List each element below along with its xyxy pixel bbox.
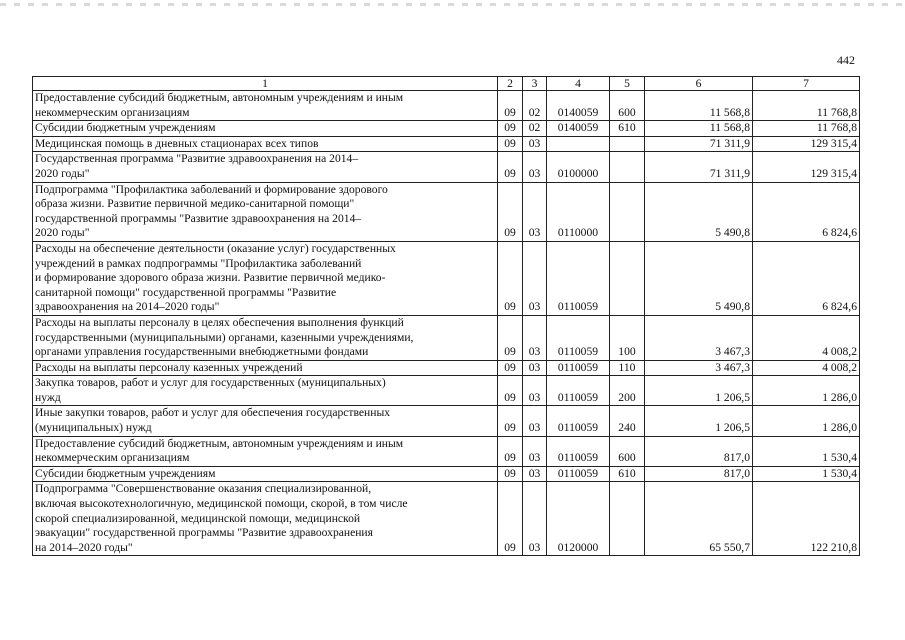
item-name-line: Подпрограмма "Профилактика заболеваний и формирование здорового (35, 182, 388, 196)
table-row (33, 136, 860, 152)
item-name-cell (33, 466, 498, 482)
subsection-code-cell: 03 (523, 182, 547, 241)
expense-type-code-cell (610, 136, 645, 152)
subsection-code-cell: 03 (523, 376, 547, 406)
expense-type-code-cell: 240 (610, 406, 645, 436)
amount-col6-cell: 5 490,8 (645, 182, 753, 241)
target-item-code-cell: 0140059 (547, 91, 610, 121)
table-row (33, 376, 860, 406)
target-item-code-cell: 0110059 (547, 466, 610, 482)
expense-type-code-cell: 610 (610, 466, 645, 482)
item-name-line: на 2014–2020 годы" (35, 540, 133, 554)
item-name-line: Подпрограмма "Совершенствование оказания специализированной, (35, 482, 372, 496)
item-name-line: здравоохранения на 2014–2020 годы" (35, 300, 220, 314)
amount-col6-cell: 817,0 (645, 466, 753, 482)
column-header-3: 3 (523, 77, 547, 91)
section-code-cell: 09 (498, 466, 523, 482)
item-name-line: государственной программы "Развитие здравоохранения на 2014– (35, 211, 362, 225)
section-code-cell: 09 (498, 91, 523, 121)
item-name-cell (33, 315, 498, 360)
amount-col6-cell: 65 550,7 (645, 482, 753, 556)
item-name-line: Субсидии бюджетным учреждениям (35, 466, 216, 480)
table-row (33, 436, 860, 466)
item-name-cell (33, 482, 498, 556)
item-name-line: Иные закупки товаров, работ и услуг для обеспечения государственных (35, 406, 391, 420)
target-item-code-cell: 0120000 (547, 482, 610, 556)
subsection-code-cell: 03 (523, 152, 547, 182)
item-name-cell (33, 91, 498, 121)
item-name-line: санитарной помощи" государственной программы "Развитие (35, 285, 337, 299)
item-name-cell (33, 182, 498, 241)
expense-type-code-cell (610, 482, 645, 556)
table-body (33, 91, 860, 556)
section-code-cell: 09 (498, 241, 523, 315)
amount-col6-cell: 3 467,3 (645, 360, 753, 376)
section-code-cell: 09 (498, 406, 523, 436)
section-code-cell: 09 (498, 482, 523, 556)
item-name-line: Субсидии бюджетным учреждениям (35, 121, 216, 135)
item-name-line: Государственная программа "Развитие здравоохранения на 2014– (35, 152, 359, 166)
item-name-line: Предоставление субсидий бюджетным, автономным учреждениям и иным (35, 91, 404, 104)
item-name-line: эвакуации" государственной программы "Развитие здравоохранения (35, 526, 373, 540)
amount-col7-cell: 122 210,8 (753, 482, 860, 556)
amount-col7-cell: 1 286,0 (753, 376, 860, 406)
amount-col7-cell: 6 824,6 (753, 241, 860, 315)
table-row (33, 360, 860, 376)
subsection-code-cell: 03 (523, 406, 547, 436)
page-number: 442 (837, 53, 855, 67)
item-name-line: (муниципальных) нужд (35, 421, 152, 435)
item-name-cell (33, 406, 498, 436)
amount-col7-cell: 11 768,8 (753, 121, 860, 137)
subsection-code-cell: 02 (523, 121, 547, 137)
item-name-line: 2020 годы" (35, 226, 90, 240)
item-name-cell (33, 241, 498, 315)
expense-type-code-cell: 600 (610, 436, 645, 466)
subsection-code-cell: 02 (523, 91, 547, 121)
item-name-line: некоммерческим организациям (35, 451, 190, 465)
item-name-line: образа жизни. Развитие первичной медико-санитарной помощи" (35, 197, 355, 211)
section-code-cell: 09 (498, 360, 523, 376)
subsection-code-cell: 03 (523, 241, 547, 315)
section-code-cell: 09 (498, 315, 523, 360)
amount-col7-cell: 4 008,2 (753, 360, 860, 376)
item-name-cell (33, 136, 498, 152)
item-name-line: Медицинская помощь в дневных стационарах всех типов (35, 136, 319, 150)
amount-col6-cell: 3 467,3 (645, 315, 753, 360)
table-row (33, 315, 860, 360)
item-name-line: Закупка товаров, работ и услуг для государственных (муниципальных) (35, 376, 386, 390)
target-item-code-cell: 0110059 (547, 406, 610, 436)
amount-col7-cell: 6 824,6 (753, 182, 860, 241)
amount-col7-cell: 1 530,4 (753, 436, 860, 466)
section-code-cell: 09 (498, 152, 523, 182)
item-name-line: Расходы на выплаты персоналу казенных учреждений (35, 360, 303, 374)
table-row (33, 91, 860, 121)
table-header-row (33, 77, 860, 91)
amount-col7-cell: 129 315,4 (753, 136, 860, 152)
target-item-code-cell: 0110059 (547, 315, 610, 360)
amount-col6-cell: 11 568,8 (645, 121, 753, 137)
amount-col7-cell: 1 286,0 (753, 406, 860, 436)
expense-type-code-cell: 600 (610, 91, 645, 121)
target-item-code-cell: 0110059 (547, 360, 610, 376)
subsection-code-cell: 03 (523, 466, 547, 482)
column-header-2: 2 (498, 77, 523, 91)
item-name-line: государственными (муниципальными) органами, казенными учреждениями, (35, 330, 414, 344)
amount-col6-cell: 5 490,8 (645, 241, 753, 315)
expense-type-code-cell (610, 152, 645, 182)
target-item-code-cell: 0110059 (547, 241, 610, 315)
item-name-cell (33, 152, 498, 182)
expense-type-code-cell: 100 (610, 315, 645, 360)
section-code-cell: 09 (498, 376, 523, 406)
column-header-5: 5 (610, 77, 645, 91)
table-row (33, 466, 860, 482)
expense-type-code-cell (610, 241, 645, 315)
section-code-cell: 09 (498, 121, 523, 137)
subsection-code-cell: 03 (523, 136, 547, 152)
item-name-line: некоммерческим организациям (35, 105, 190, 119)
table-row (33, 406, 860, 436)
amount-col6-cell: 1 206,5 (645, 406, 753, 436)
target-item-code-cell: 0110059 (547, 436, 610, 466)
expense-type-code-cell: 200 (610, 376, 645, 406)
item-name-line: скорой специализированной, медицинской помощи, медицинской (35, 511, 361, 525)
amount-col7-cell: 129 315,4 (753, 152, 860, 182)
target-item-code-cell (547, 136, 610, 152)
subsection-code-cell: 03 (523, 360, 547, 376)
item-name-line: учреждений в рамках подпрограммы "Профилактика заболеваний (35, 256, 362, 270)
expense-type-code-cell: 110 (610, 360, 645, 376)
expense-type-code-cell (610, 182, 645, 241)
item-name-line: и формирование здорового образа жизни. Развитие первичной медико- (35, 271, 386, 285)
amount-col7-cell: 4 008,2 (753, 315, 860, 360)
budget-table (32, 76, 860, 556)
amount-col6-cell: 71 311,9 (645, 152, 753, 182)
item-name-line: органами управления государственными внебюджетными фондами (35, 345, 369, 359)
column-header-6: 6 (645, 77, 753, 91)
table-row (33, 121, 860, 137)
section-code-cell: 09 (498, 436, 523, 466)
item-name-cell (33, 121, 498, 137)
amount-col6-cell: 11 568,8 (645, 91, 753, 121)
item-name-line: включая высокотехнологичную, медицинской помощи, скорой, в том числе (35, 497, 408, 511)
item-name-line: 2020 годы" (35, 166, 90, 180)
expense-type-code-cell: 610 (610, 121, 645, 137)
scan-artifact-line (0, 3, 905, 6)
target-item-code-cell: 0140059 (547, 121, 610, 137)
subsection-code-cell: 03 (523, 482, 547, 556)
table-row (33, 241, 860, 315)
table-row (33, 182, 860, 241)
item-name-cell (33, 376, 498, 406)
item-name-cell (33, 360, 498, 376)
table-row (33, 482, 860, 556)
amount-col6-cell: 1 206,5 (645, 376, 753, 406)
section-code-cell: 09 (498, 182, 523, 241)
table-row (33, 152, 860, 182)
target-item-code-cell: 0100000 (547, 152, 610, 182)
column-header-4: 4 (547, 77, 610, 91)
subsection-code-cell: 03 (523, 436, 547, 466)
subsection-code-cell: 03 (523, 315, 547, 360)
target-item-code-cell: 0110000 (547, 182, 610, 241)
column-header-7: 7 (753, 77, 860, 91)
item-name-line: нужд (35, 390, 61, 404)
item-name-line: Расходы на выплаты персоналу в целях обеспечения выполнения функций (35, 315, 404, 329)
amount-col7-cell: 1 530,4 (753, 466, 860, 482)
target-item-code-cell: 0110059 (547, 376, 610, 406)
amount-col7-cell: 11 768,8 (753, 91, 860, 121)
amount-col6-cell: 71 311,9 (645, 136, 753, 152)
section-code-cell: 09 (498, 136, 523, 152)
amount-col6-cell: 817,0 (645, 436, 753, 466)
column-header-1: 1 (33, 77, 498, 91)
item-name-cell (33, 436, 498, 466)
item-name-line: Предоставление субсидий бюджетным, автономным учреждениям и иным (35, 436, 404, 450)
item-name-line: Расходы на обеспечение деятельности (оказание услуг) государственных (35, 241, 396, 255)
